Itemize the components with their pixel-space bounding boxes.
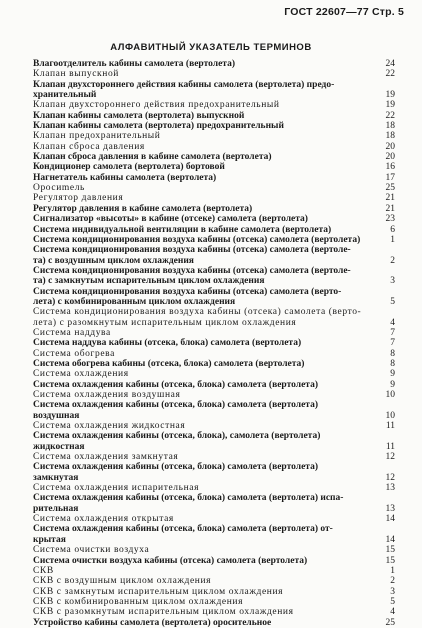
entry-page-number: 11 — [385, 441, 395, 452]
entry-page-number: 5 — [390, 596, 395, 607]
entry-term: Система охлаждения — [33, 369, 129, 380]
entry-term: Система очистки воздуха — [33, 545, 150, 556]
index-entry — [33, 152, 395, 162]
entry-term: Клапан кабины самолета (вертолета) выпускной — [33, 110, 245, 121]
index-entry — [33, 80, 395, 101]
entry-page-number: 1 — [390, 565, 395, 576]
entry-page-number: 18 — [385, 121, 395, 132]
index-entry — [33, 131, 395, 141]
index-entry — [33, 618, 395, 628]
index-entry — [33, 328, 395, 338]
index-entry — [33, 100, 395, 110]
entry-term: Система наддува кабины (отсека, блока) самолета (вертолета) — [33, 338, 302, 349]
entry-page-number: 12 — [385, 472, 395, 483]
index-entry — [33, 359, 395, 369]
entry-term: Система обогрева — [33, 348, 115, 359]
entry-page-number: 4 — [390, 607, 395, 618]
entry-term: Сигнализатор «высоты» в кабине (отсеке) самолета (вертолета) — [33, 214, 308, 225]
index-entry — [33, 193, 395, 203]
entry-page-number: 21 — [385, 203, 395, 214]
index-entry — [33, 235, 395, 245]
entry-page-number: 24 — [385, 59, 395, 69]
index-entry — [33, 566, 395, 576]
entry-page-number: 22 — [385, 110, 395, 121]
index-entry — [33, 452, 395, 462]
index-entry — [33, 142, 395, 152]
entry-page-number: 25 — [385, 617, 395, 628]
entry-term: Регулятор давления в кабине самолета (вертолета) — [33, 203, 253, 214]
entry-term: Клапан сброса давления в кабине самолета (вертолета) — [33, 152, 272, 163]
entry-page-number: 14 — [385, 514, 395, 525]
entry-page-number: 16 — [385, 162, 395, 173]
entry-page-number: 7 — [390, 327, 395, 338]
entry-term: Регулятор давления — [33, 193, 124, 204]
entry-term: Система кондиционирования воздуха кабины (отсека) самолета (вертолета) — [33, 234, 361, 245]
index-entry — [33, 597, 395, 607]
entry-page-number: 25 — [385, 183, 395, 194]
entry-term: СКВ с разомкнутым испарительным циклом охлаждения — [33, 607, 294, 618]
entry-term: Система кондиционирования воздуха кабины (отсека) самолета (верто- лета) с разомкнутым испарительным циклом охлаждения — [33, 307, 362, 328]
entry-term: СКВ с воздушным циклом охлаждения — [33, 576, 212, 587]
entry-page-number: 9 — [390, 379, 395, 390]
entry-term: Кондиционер самолета (вертолета) бортовой — [33, 162, 225, 173]
entry-term: СКВ — [33, 565, 54, 576]
entry-page-number: 17 — [385, 172, 395, 183]
index-entry — [33, 245, 395, 266]
entry-term: Система индивидуальной вентиляции в кабине самолета (вертолета) — [33, 224, 332, 235]
index-entry — [33, 390, 395, 400]
entry-term: Клапан предохранительный — [33, 131, 161, 142]
index-entry — [33, 121, 395, 131]
entry-term: Система охлаждения кабины (отсека, блока), самолета (вертолета) жидкостная — [33, 431, 321, 452]
entry-term: Система охлаждения кабины (отсека, блока) самолета (вертолета) замкнутая — [33, 462, 318, 483]
entry-term: Система охлаждения жидкостная — [33, 421, 186, 432]
index-entry — [33, 287, 395, 308]
entry-term: Система обогрева кабины (отсека, блока) самолета (вертолета) — [33, 358, 305, 369]
entry-term: Клапан кабины самолета (вертолета) предохранительный — [33, 121, 284, 132]
entry-page-number: 2 — [390, 576, 395, 587]
entry-page-number: 3 — [390, 586, 395, 597]
entry-term: Система наддува — [33, 327, 111, 338]
entry-term: Клапан сброса давления — [33, 141, 145, 152]
index-entry — [33, 69, 395, 79]
index-entry — [33, 380, 395, 390]
entry-term: Устройство кабины самолета (вертолета) оросительное — [33, 617, 272, 628]
index-entry — [33, 59, 395, 69]
entry-term: Система кондиционирования воздуха кабины (отсека) самолета (верто- лета) с комбинированным циклом охлаждения — [33, 286, 342, 307]
entry-page-number: 1 — [390, 234, 395, 245]
index-entry — [33, 204, 395, 214]
entry-page-number: 18 — [385, 131, 395, 142]
entry-page-number: 2 — [390, 255, 395, 266]
entry-term: Система охлаждения воздушная — [33, 390, 181, 400]
index-entry — [33, 462, 395, 483]
index-entry — [33, 431, 395, 452]
entry-page-number: 19 — [385, 90, 395, 101]
entry-page-number: 8 — [390, 348, 395, 359]
page-header: ГОСТ 22607—77 Стр. 5 — [284, 6, 404, 18]
entry-page-number: 5 — [390, 296, 395, 307]
entry-page-number: 15 — [385, 545, 395, 556]
index-entry — [33, 587, 395, 597]
entry-page-number: 19 — [385, 100, 395, 111]
index-entry — [33, 493, 395, 514]
term-index-list — [33, 59, 395, 628]
index-entry — [33, 225, 395, 235]
entry-page-number: 22 — [385, 69, 395, 80]
index-entry — [33, 483, 395, 493]
index-entry — [33, 421, 395, 431]
entry-term: Влагоотделитель кабины самолета (вертолета) — [33, 59, 236, 69]
entry-page-number: 7 — [390, 338, 395, 349]
entry-page-number: 20 — [385, 152, 395, 163]
index-entry — [33, 338, 395, 348]
entry-page-number: 13 — [385, 483, 395, 494]
entry-page-number: 10 — [385, 390, 395, 400]
index-entry — [33, 556, 395, 566]
entry-page-number: 9 — [390, 369, 395, 380]
index-entry — [33, 576, 395, 586]
entry-term: Система охлаждения испарительная — [33, 483, 200, 494]
entry-term: Система охлаждения открытая — [33, 514, 174, 525]
index-entry — [33, 214, 395, 224]
entry-term: Система кондиционирования воздуха кабины (отсека) самолета (вертоле- та) с замкнутым испарительным циклом охлаждения — [33, 265, 351, 287]
index-entry — [33, 545, 395, 555]
entry-page-number: 6 — [390, 224, 395, 235]
entry-page-number: 21 — [385, 193, 395, 204]
index-entry — [33, 183, 395, 193]
index-entry — [33, 162, 395, 172]
entry-term: Система охлаждения кабины (отсека, блока) самолета (вертолета) от- крытая — [33, 524, 333, 545]
entry-page-number: 11 — [385, 421, 395, 432]
entry-term: Система охлаждения кабины (отсека, блока) самолета (вертолета) — [33, 379, 318, 390]
index-entry — [33, 111, 395, 121]
entry-term: Система охлаждения кабины (отсека, блока) самолета (вертолета) воздушная — [33, 400, 318, 421]
entry-page-number: 20 — [385, 141, 395, 152]
entry-term: Клапан двухстороннего действия кабины самолета (вертолета) предо- хранительный — [33, 79, 335, 101]
entry-term: Клапан выпускной — [33, 69, 119, 80]
entry-term: Система очистки воздуха кабины (отсека) самолета (вертолета) — [33, 555, 308, 566]
entry-term: Система охлаждения кабины (отсека, блока) самолета (вертолета) испа- рительная — [33, 493, 344, 514]
entry-page-number: 13 — [385, 503, 395, 514]
entry-page-number: 3 — [390, 276, 395, 287]
index-entry — [33, 266, 395, 287]
entry-term: СКВ с замкнутым испарительным циклом охлаждения — [33, 586, 284, 597]
entry-term: Система охлаждения замкнутая — [33, 452, 179, 463]
entry-page-number: 23 — [385, 214, 395, 225]
entry-term: Система кондиционирования воздуха кабины (отсека) самолета (вертоле- та) с воздушным циклом охлаждения — [33, 245, 351, 266]
index-title: АЛФАВИТНЫЙ УКАЗАТЕЛЬ ТЕРМИНОВ — [110, 42, 312, 53]
entry-page-number: 8 — [390, 358, 395, 369]
index-entry — [33, 349, 395, 359]
entry-term: Нагнетатель кабины самолета (вертолета) — [33, 172, 217, 183]
entry-page-number: 15 — [385, 555, 395, 566]
index-entry — [33, 400, 395, 421]
entry-page-number: 12 — [385, 452, 395, 463]
index-entry — [33, 514, 395, 524]
index-entry — [33, 607, 395, 617]
entry-term: Оросиmель — [33, 183, 85, 194]
index-entry — [33, 369, 395, 379]
entry-page-number: 4 — [390, 317, 395, 328]
index-entry — [33, 307, 395, 328]
index-entry — [33, 173, 395, 183]
entry-term: СКВ с комбинированным циклом охлаждения — [33, 596, 244, 607]
entry-page-number: 14 — [385, 534, 395, 545]
index-entry — [33, 524, 395, 545]
entry-term: Клапан двухстороннего действия предохранительный — [33, 100, 280, 111]
entry-page-number: 10 — [385, 410, 395, 421]
